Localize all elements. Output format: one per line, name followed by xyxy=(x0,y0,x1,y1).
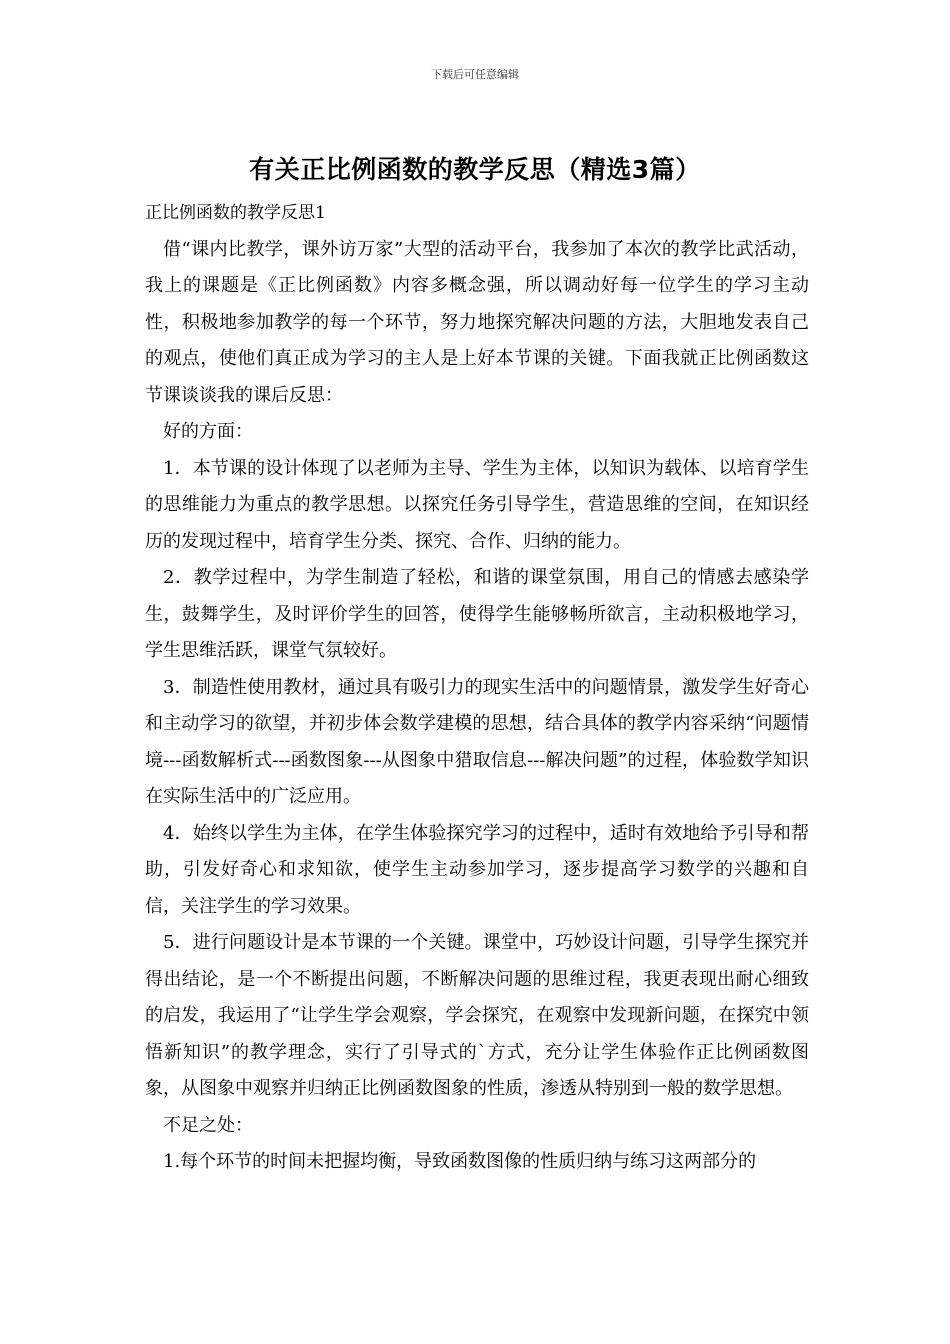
header-note: 下载后可任意编辑 xyxy=(431,68,519,81)
document-body xyxy=(145,195,809,1181)
document-title: 有关正比例函数的教学反思（精选3篇） xyxy=(249,155,701,184)
paragraph: 1．本节课的设计体现了以老师为主导、学生为主体，以知识为载体、以培育学生的思维能力为重点的教学思想。以探究任务引导学生，营造思维的空间，在知识经历的发现过程中，培育学生分类、探究、合作、归纳的能力。 xyxy=(145,457,809,552)
paragraph: 4．始终以学生为主体，在学生体验探究学习的过程中，适时有效地给予引导和帮助，引发好奇心和求知欲，使学生主动参加学习，逐步提高学习数学的兴趣和自信，关注学生的学习效果。 xyxy=(145,822,809,917)
section-heading: 正比例函数的教学反思1 xyxy=(145,203,326,223)
paragraph: 2．教学过程中，为学生制造了轻松，和谐的课堂氛围，用自己的情感去感染学生，鼓舞学生，及时评价学生的回答，使得学生能够畅所欲言，主动积极地学习，学生思维活跃，课堂气氛较好。 xyxy=(145,567,809,661)
paragraph: 1.每个环节的时间未把握均衡，导致函数图像的性质归纳与练习这两部分的 xyxy=(163,1151,757,1172)
paragraph: 借“课内比教学，课外访万家”大型的活动平台，我参加了本次的教学比武活动，我上的课题是《正比例函数》内容多概念强，所以调动好每一位学生的学习主动性，积极地参加教学的每一个环节，努力地探究解决问题的方法，大胆地发表自己的观点，使他们真正成为学习的主人是上好本节课的关键。下面我就正比例函数这节课谈谈我的课后反思： xyxy=(145,238,809,406)
paragraph: 5．进行问题设计是本节课的一个关键。课堂中，巧妙设计问题，引导学生探究并得出结论，是一个不断提出问题，不断解决问题的思维过程，我更表现出耐心细致的启发，我运用了“让学生学会观察，学会探究，在观察中发现新问题，在探究中领悟新知识”的教学理念，实行了引导式的`方式，充分让学生体验作正比例函数图象，从图象中观察并归纳正比例函数图象的性质，渗透从特别到一般的数学思想。 xyxy=(145,932,809,1099)
paragraph-heading: 不足之处： xyxy=(163,1114,253,1136)
paragraph: 3．制造性使用教材，通过具有吸引力的现实生活中的问题情景，激发学生好奇心和主动学习的欲望，并初步体会数学建模的思想，结合具体的教学内容采纳“问题情境---函数解析式---函数图象---从图象中猎取信息---解决问题”的过程，体验数学知识在实际生活中的广泛应用。 xyxy=(145,676,809,807)
paragraph-heading: 好的方面： xyxy=(163,421,253,442)
